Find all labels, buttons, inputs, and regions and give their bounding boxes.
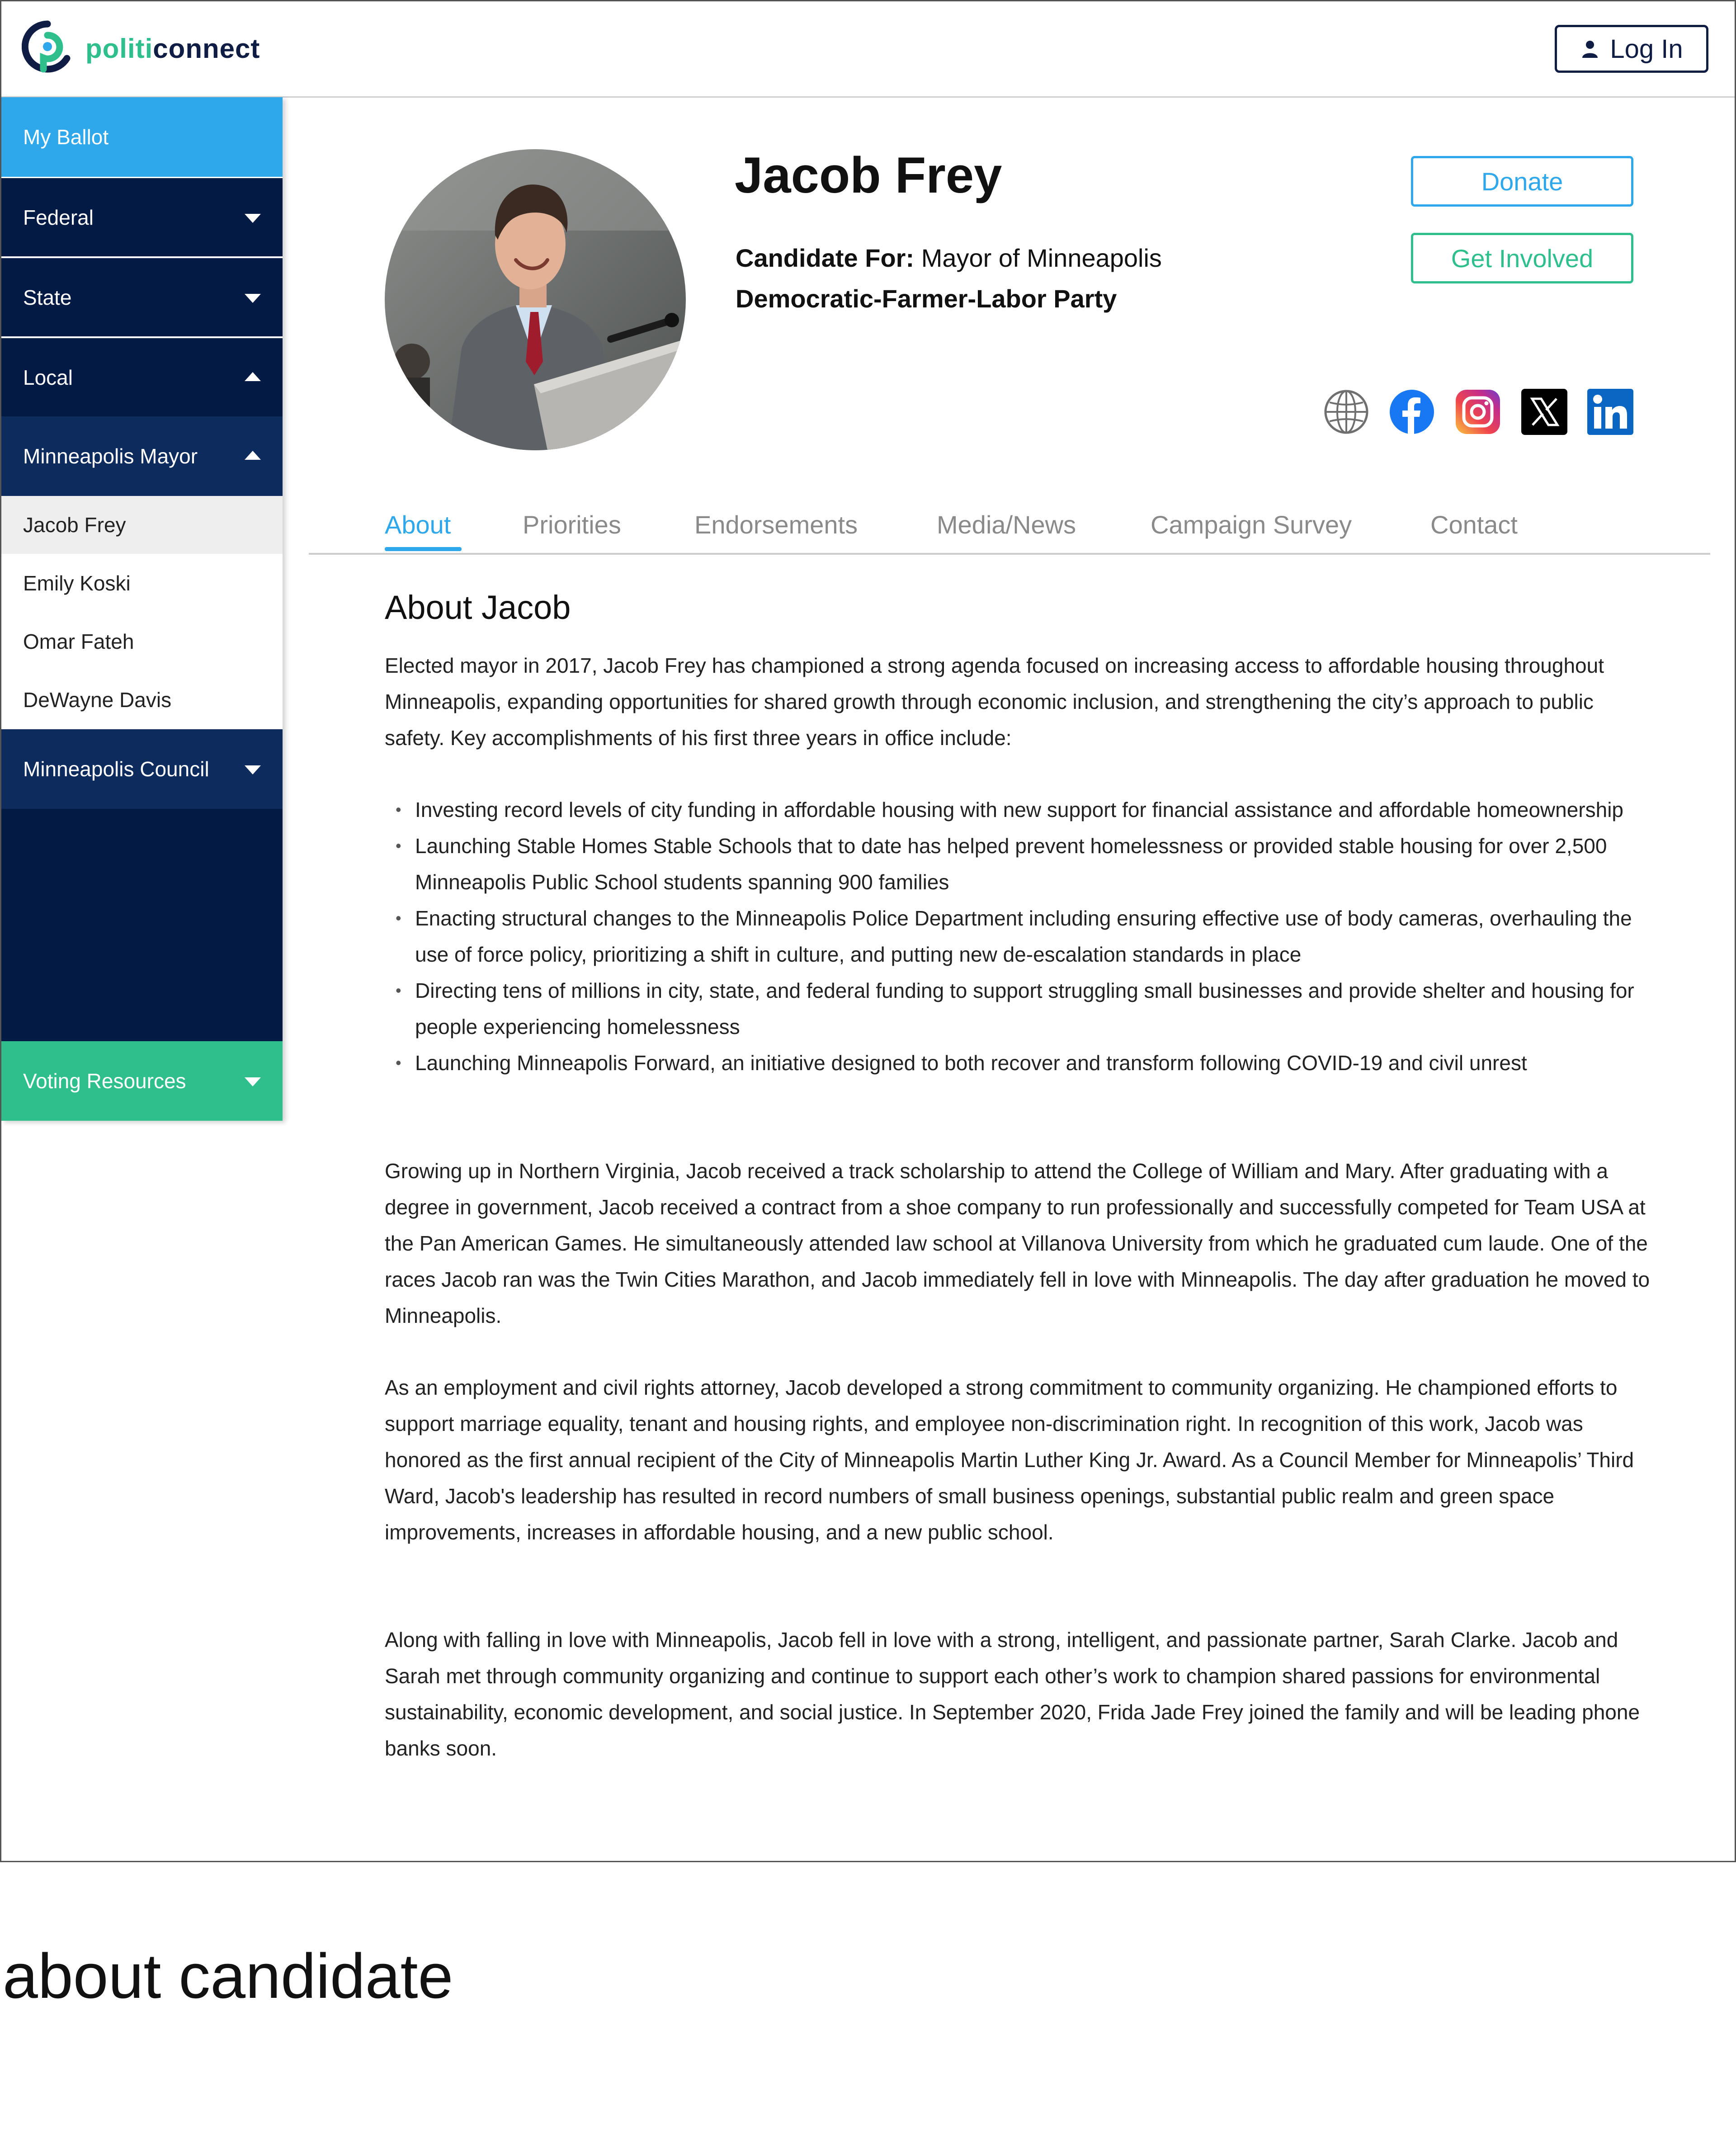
accomplishments-list <box>385 792 1660 1081</box>
candidate-for-label: Candidate For: <box>736 244 915 272</box>
candidate-name: Jacob Frey <box>735 147 1002 203</box>
chevron-down-icon <box>245 1077 261 1086</box>
sidebar-item-label: Minneapolis Council <box>23 757 209 781</box>
tab-contact[interactable]: Contact <box>1430 510 1518 539</box>
sidebar-item-label: Minneapolis Mayor <box>23 444 198 468</box>
sidebar-candidate-label: DeWayne Davis <box>23 688 172 712</box>
chevron-up-icon <box>245 372 261 381</box>
about-heading: About Jacob <box>385 589 571 626</box>
logo-wordmark-part1: politi <box>85 33 153 64</box>
sidebar-item-federal[interactable] <box>1 177 283 256</box>
user-icon <box>1580 39 1600 59</box>
sidebar-nav <box>1 97 283 1121</box>
get-involved-label: Get Involved <box>1451 244 1594 273</box>
chevron-down-icon <box>245 294 261 303</box>
list-item: • Investing record levels of city funding in affordable housing with new support for financial assistance and affordable homeownership <box>385 792 1660 828</box>
get-involved-button[interactable] <box>1411 233 1633 283</box>
sidebar-candidate-dewayne-davis[interactable] <box>1 670 283 729</box>
sidebar-item-minneapolis-mayor[interactable] <box>1 416 283 496</box>
tab-endorsements[interactable]: Endorsements <box>694 510 858 539</box>
sidebar-candidate-label: Omar Fateh <box>23 630 134 653</box>
top-header <box>1 1 1735 98</box>
sidebar-item-label: Voting Resources <box>23 1069 186 1093</box>
linkedin-icon[interactable] <box>1587 389 1633 435</box>
active-tab-indicator <box>385 547 462 551</box>
profile-tabs <box>309 504 1710 555</box>
tab-media-news[interactable]: Media/News <box>937 510 1076 539</box>
about-paragraph-family: Along with falling in love with Minneapolis, Jacob fell in love with a strong, intelligent, and passionate partner, Sarah Clarke. Jacob and Sarah met through community organizing and continue to support each other’s work to champion shared passions for environmental sustainability, economic development, and social justice. In September 2020, Frida Jade Frey joined the family and will be leading phone banks soon. <box>385 1628 1640 1760</box>
sidebar-item-label: Local <box>23 365 73 389</box>
list-item: • Launching Stable Homes Stable Schools that to date has helped prevent homelessness or provided stable housing for over 2,500 Minneapolis Public School students spanning 900 families <box>385 828 1660 900</box>
candidate-office <box>736 243 1162 273</box>
globe-icon[interactable] <box>1323 389 1369 435</box>
sidebar-candidate-omar-fateh[interactable] <box>1 613 283 670</box>
candidate-party: Democratic-Farmer-Labor Party <box>736 284 1117 313</box>
login-label: Log In <box>1610 34 1683 64</box>
list-item: • Launching Minneapolis Forward, an initiative designed to both recover and transform following COVID-19 and civil unrest <box>385 1045 1660 1081</box>
donate-button[interactable] <box>1411 156 1633 207</box>
about-intro: Elected mayor in 2017, Jacob Frey has championed a strong agenda focused on increasing access to affordable housing throughout Minneapolis, expanding opportunities for shared growth through economic inclusion, and strengthening the city’s approach to public safety. Key accomplishments of his first three years in office include: <box>385 654 1604 750</box>
screen-caption: about candidate <box>3 1940 453 2011</box>
sidebar-item-state[interactable] <box>1 257 283 336</box>
sidebar-item-label: My Ballot <box>23 125 109 149</box>
sidebar-item-local[interactable] <box>1 337 283 416</box>
logo-wordmark[interactable] <box>85 33 260 64</box>
donate-label: Donate <box>1481 167 1563 196</box>
sidebar-item-label: Federal <box>23 205 94 229</box>
sidebar-item-my-ballot[interactable] <box>1 97 283 177</box>
sidebar-filler <box>1 809 283 1041</box>
tab-campaign-survey[interactable]: Campaign Survey <box>1151 510 1352 539</box>
candidate-for-value: Mayor of Minneapolis <box>921 244 1162 272</box>
login-button[interactable] <box>1555 25 1708 73</box>
chevron-up-icon <box>245 451 261 460</box>
chevron-down-icon <box>245 765 261 774</box>
politiconnect-logo-icon[interactable] <box>22 20 74 77</box>
candidate-photo <box>385 149 686 450</box>
about-paragraph-career: As an employment and civil rights attorney, Jacob developed a strong commitment to community organizing. He championed efforts to support marriage equality, tenant and housing rights, and employee non-discrimination right. In recognition of this work, Jacob was honored as the first annual recipient of the City of Minneapolis Martin Luther King Jr. Award. As a Council Member for Minneapolis’ Third Ward, Jacob's leadership has resulted in record numbers of small business openings, substantial public realm and green space improvements, increases in affordable housing, and a new public school. <box>385 1376 1634 1544</box>
candidate-photo-illustration <box>385 149 686 450</box>
logo-wordmark-part2: connect <box>153 33 260 64</box>
tab-priorities[interactable]: Priorities <box>523 510 621 539</box>
tab-about[interactable]: About <box>385 510 451 539</box>
sidebar-candidate-label: Jacob Frey <box>23 513 126 537</box>
sidebar-item-voting-resources[interactable] <box>1 1041 283 1121</box>
instagram-icon[interactable] <box>1455 389 1501 435</box>
list-item: • Directing tens of millions in city, state, and federal funding to support struggling small businesses and provide shelter and housing for people experiencing homelessness <box>385 972 1660 1045</box>
sidebar-item-minneapolis-council[interactable] <box>1 729 283 809</box>
sidebar-candidate-jacob-frey[interactable] <box>1 496 283 554</box>
list-item: • Enacting structural changes to the Minneapolis Police Department including ensuring effective use of body cameras, overhauling the use of force policy, prioritizing a shift in culture, and putting new de-escalation standards in place <box>385 900 1660 972</box>
sidebar-candidate-emily-koski[interactable] <box>1 554 283 613</box>
x-icon[interactable] <box>1521 389 1567 435</box>
about-paragraph-background: Growing up in Northern Virginia, Jacob received a track scholarship to attend the College of William and Mary. After graduating with a degree in government, Jacob received a contract from a shoe company to run professionally and successfully competed for Team USA at the Pan American Games. He simultaneously attended law school at Villanova University from which he graduated cum laude. One of the races Jacob ran was the Twin Cities Marathon, and Jacob immediately fell in love with Minneapolis. The day after graduation he moved to Minneapolis. <box>385 1159 1650 1327</box>
sidebar-item-label: State <box>23 285 72 309</box>
sidebar-candidate-label: Emily Koski <box>23 571 131 595</box>
chevron-down-icon <box>245 214 261 223</box>
facebook-icon[interactable] <box>1389 389 1435 435</box>
